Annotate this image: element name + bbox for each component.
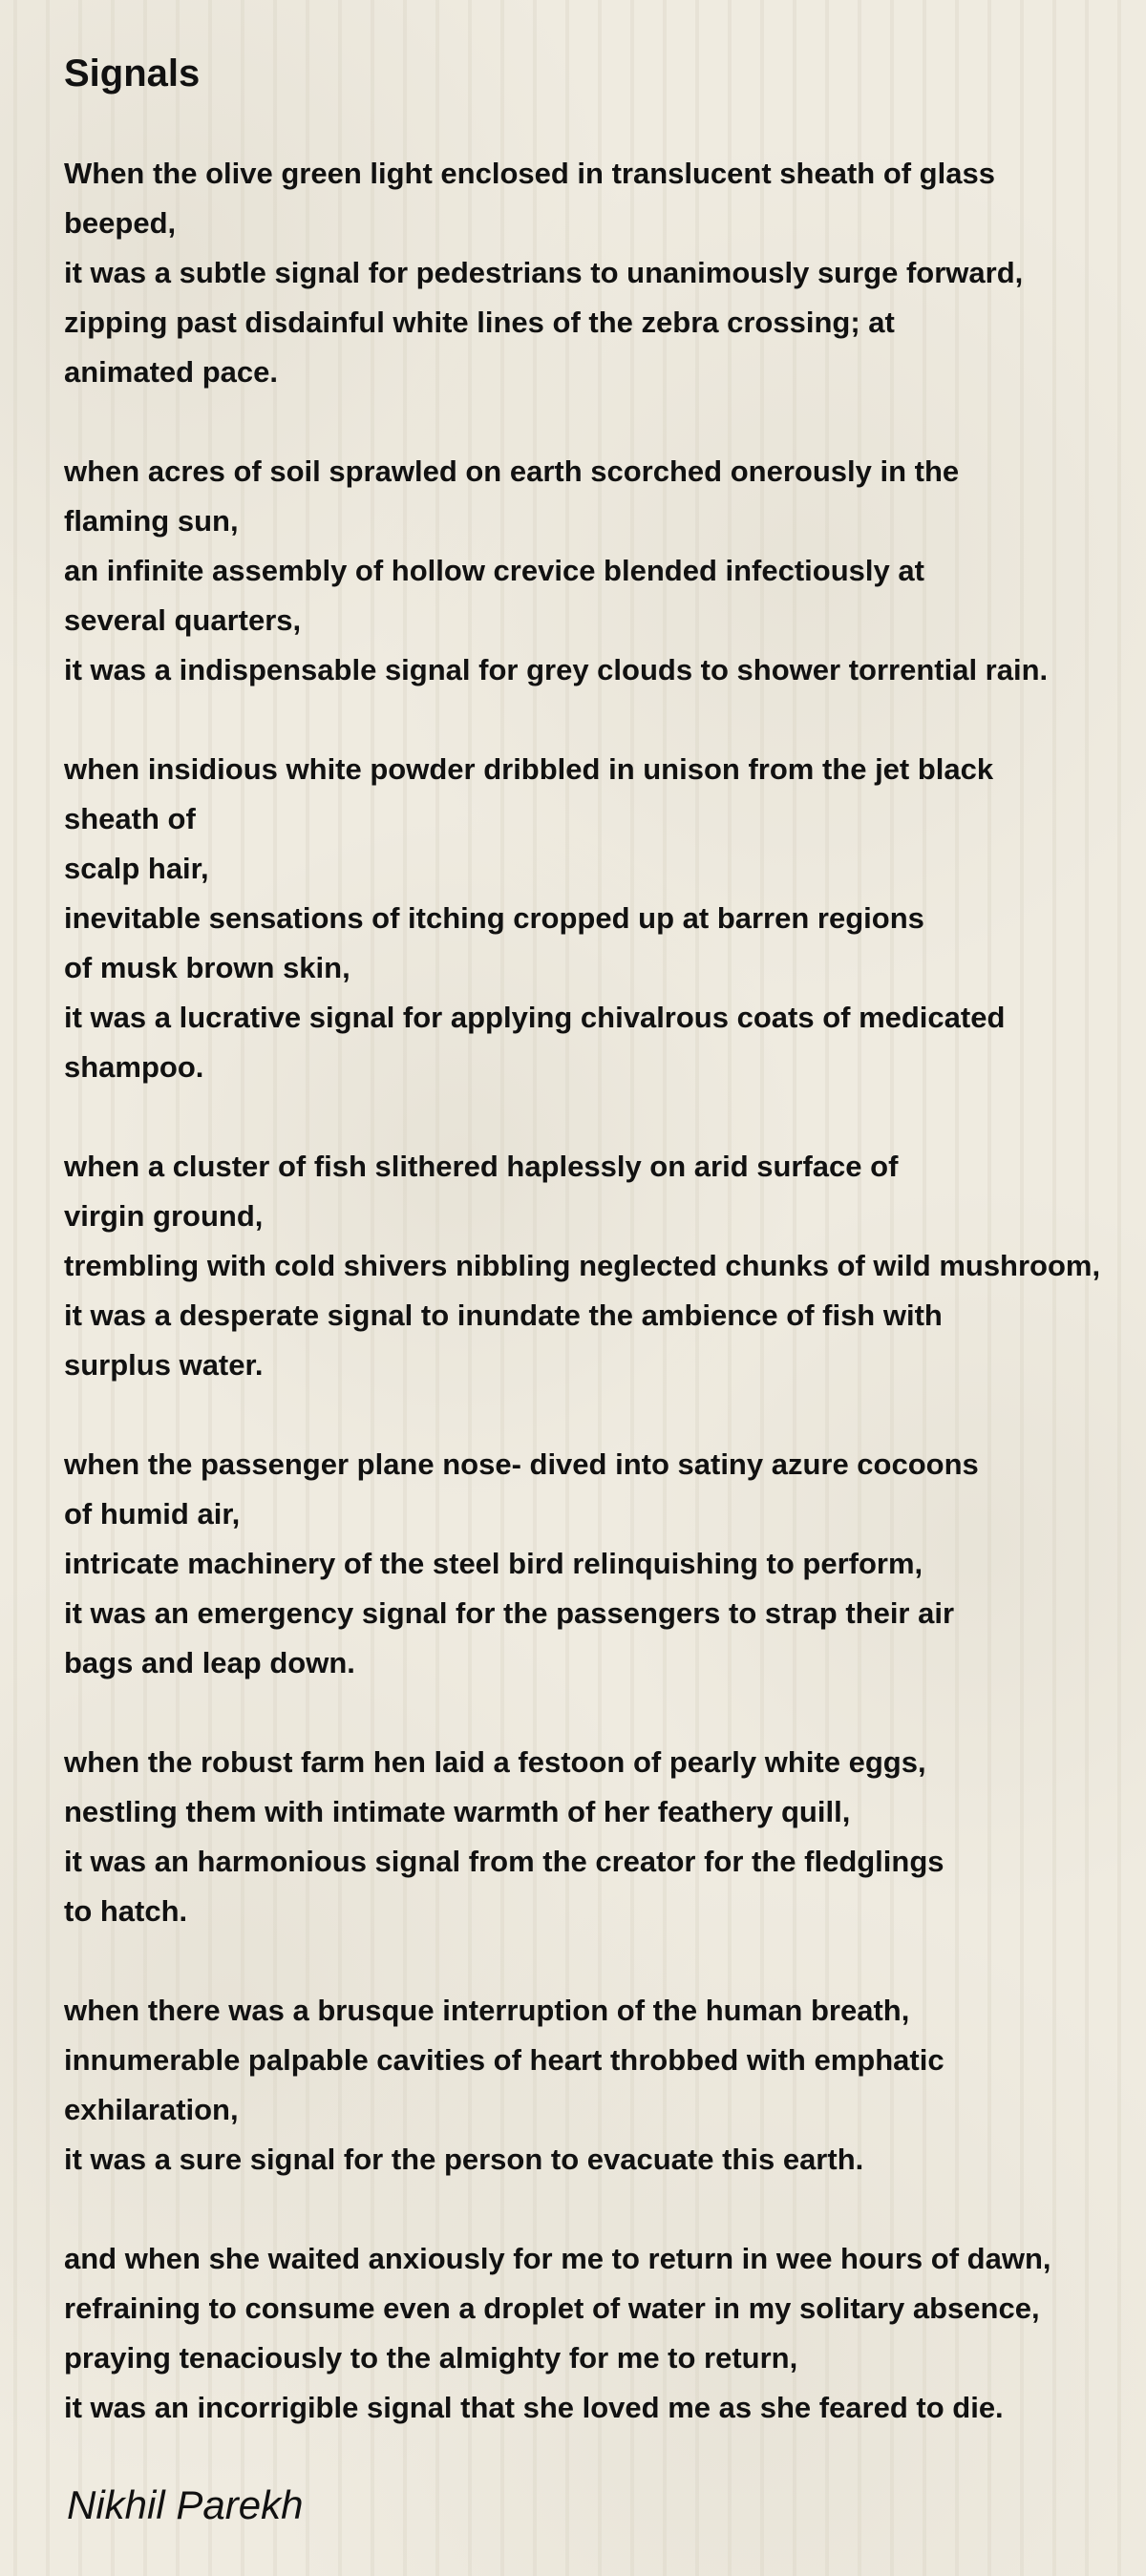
poem-container (64, 46, 1146, 2482)
poem-line: when there was a brusque interruption of the human breath, (64, 1994, 910, 2027)
poem-line: trembling with cold shivers nibbling neglected chunks of wild mushroom, (64, 1249, 1101, 1282)
poem-line: bags and leap down. (64, 1646, 355, 1679)
poem-line: surplus water. (64, 1348, 264, 1382)
stanza (64, 1738, 1146, 1936)
poem-line: it was a subtle signal for pedestrians to unanimously surge forward, (64, 256, 1024, 289)
poem-line: several quarters, (64, 603, 302, 637)
stanza (64, 447, 1146, 695)
poem-line: it was an incorrigible signal that she loved me as she feared to die. (64, 2391, 1004, 2424)
poem-line: inevitable sensations of itching cropped up at barren regions (64, 901, 924, 935)
poem-line: virgin ground, (64, 1199, 264, 1233)
stanza (64, 1440, 1146, 1688)
poem-line: it was a sure signal for the person to evacuate this earth. (64, 2143, 864, 2176)
poem-line: animated pace. (64, 355, 278, 389)
poem-line: nestling them with intimate warmth of her feathery quill, (64, 1795, 851, 1828)
poem-title: Signals (64, 53, 201, 95)
poem-line: when acres of soil sprawled on earth scorched onerously in the (64, 454, 960, 488)
poem-line: exhilaration, (64, 2093, 239, 2126)
poem-line: shampoo. (64, 1050, 204, 1084)
poem-line: sheath of (64, 802, 196, 835)
poem-line: it was a indispensable signal for grey clouds to shower torrential rain. (64, 653, 1049, 686)
poem-line: it was a desperate signal to inundate the ambience of fish with (64, 1299, 943, 1332)
poem-line: beeped, (64, 206, 177, 240)
stanza (64, 1986, 1146, 2185)
poem-line: flaming sun, (64, 504, 239, 538)
poem-line: when insidious white powder dribbled in unison from the jet black (64, 752, 994, 786)
poem-line: intricate machinery of the steel bird relinquishing to perform, (64, 1547, 923, 1580)
poem-line: and when she waited anxiously for me to return in wee hours of dawn, (64, 2242, 1051, 2275)
poem-line: praying tenaciously to the almighty for me to return, (64, 2341, 798, 2375)
poem-line: of humid air, (64, 1497, 241, 1531)
poem-line: when the passenger plane nose- dived into satiny azure cocoons (64, 1447, 979, 1481)
poem-line: it was an emergency signal for the passengers to strap their air (64, 1596, 955, 1630)
poem-line: when the robust farm hen laid a festoon of pearly white eggs, (64, 1745, 926, 1779)
poem-line: innumerable palpable cavities of heart throbbed with emphatic (64, 2043, 944, 2077)
poem-line: an infinite assembly of hollow crevice blended infectiously at (64, 554, 924, 587)
poem-line: When the olive green light enclosed in translucent sheath of glass (64, 157, 995, 190)
poem-line: it was a lucrative signal for applying chivalrous coats of medicated (64, 1001, 1006, 1034)
poem-line: zipping past disdainful white lines of the zebra crossing; at (64, 306, 895, 339)
poem-line: it was an harmonious signal from the creator for the fledglings (64, 1845, 944, 1878)
stanza (64, 149, 1146, 397)
poem-line: refraining to consume even a droplet of water in my solitary absence, (64, 2291, 1040, 2325)
poem-line: when a cluster of fish slithered haplessly on arid surface of (64, 1150, 899, 1183)
poem-author: Nikhil Parekh (67, 2482, 304, 2527)
stanza (64, 745, 1146, 1092)
stanza (64, 1142, 1146, 1390)
poem-line: to hatch. (64, 1894, 188, 1928)
poem-body (64, 149, 1146, 2433)
stanza (64, 2234, 1146, 2433)
poem-line: of musk brown skin, (64, 951, 350, 984)
poem-line: scalp hair, (64, 852, 209, 885)
